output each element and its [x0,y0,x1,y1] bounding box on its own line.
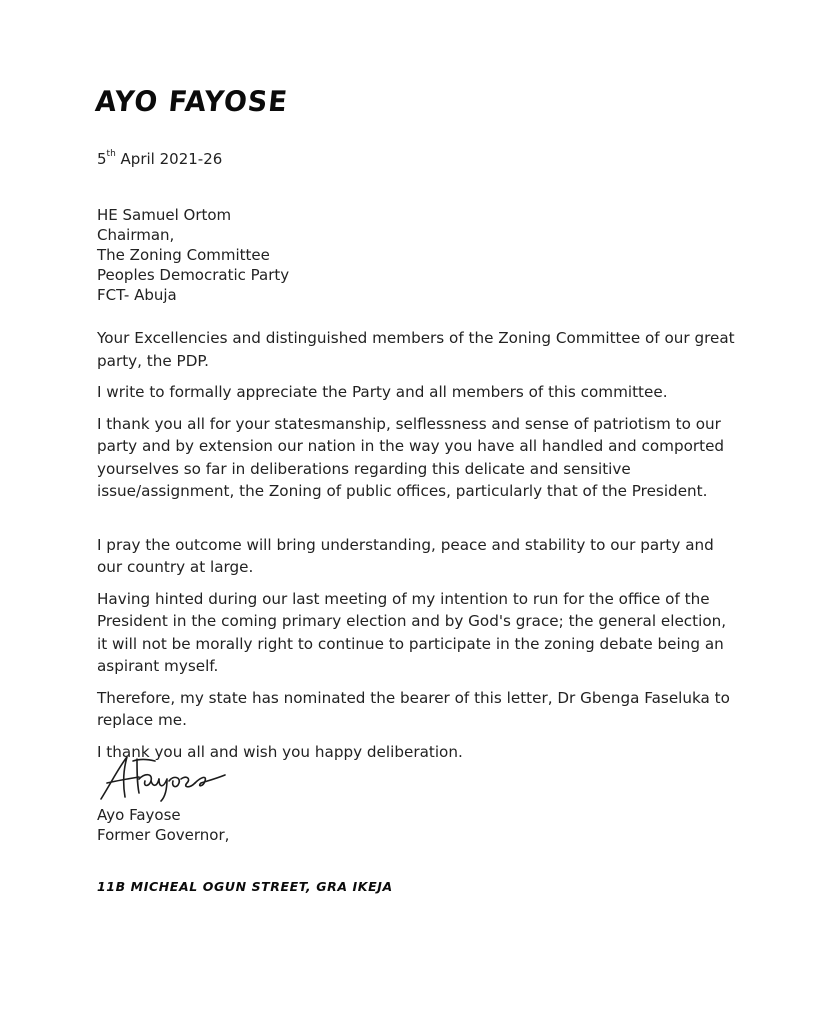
handwritten-signature [93,753,243,803]
footer-address: 11B MICHEAL OGUN STREET, GRA IKEJA [97,879,393,894]
signer-name: Ayo Fayose [97,806,181,824]
body-paragraph: I pray the outcome will bring understanding, peace and stability to our party and our country at large. [97,535,714,576]
signer-block [97,805,229,845]
date-rest: April 2021-26 [115,150,223,168]
body-paragraph: Your Excellencies and distinguished members of the Zoning Committee of our great party, the PDP. [97,329,735,370]
body-paragraph: Having hinted during our last meeting of my intention to run for the office of the President in the coming primary election and by God's grace; the general election, it will not be morally right to continue to participate in the zoning debate being an aspirant myself. [97,589,727,675]
recipient-line: The Zoning Committee [97,246,270,264]
letter-date [97,150,222,168]
recipient-line: Peoples Democratic Party [97,266,290,284]
recipient-line: FCT- Abuja [97,286,177,304]
body-paragraph: I thank you all for your statesmanship, selflessness and sense of patriotism to our party and by extension our nation in the way you have all handled and comported yourselves so far in deliberations regarding this delicate and sensitive issue/assignment, the Zoning of public offices, particularly that of the President. [97,414,725,500]
signer-title: Former Governor, [97,826,230,844]
body-paragraph: I thank you all and wish you happy deliberation. [97,742,463,761]
recipient-address [97,205,289,305]
recipient-line: Chairman, [97,226,175,244]
date-day: 5 [97,150,107,168]
date-suffix: th [106,149,116,159]
body-paragraph: Therefore, my state has nominated the bearer of this letter, Dr Gbenga Faseluka to replace me. [97,688,730,729]
letter-body [97,327,737,772]
letterhead-name: AYO FAYOSE [93,86,290,119]
body-paragraph: I write to formally appreciate the Party and all members of this committee. [97,383,668,401]
recipient-line: HE Samuel Ortom [97,206,232,224]
